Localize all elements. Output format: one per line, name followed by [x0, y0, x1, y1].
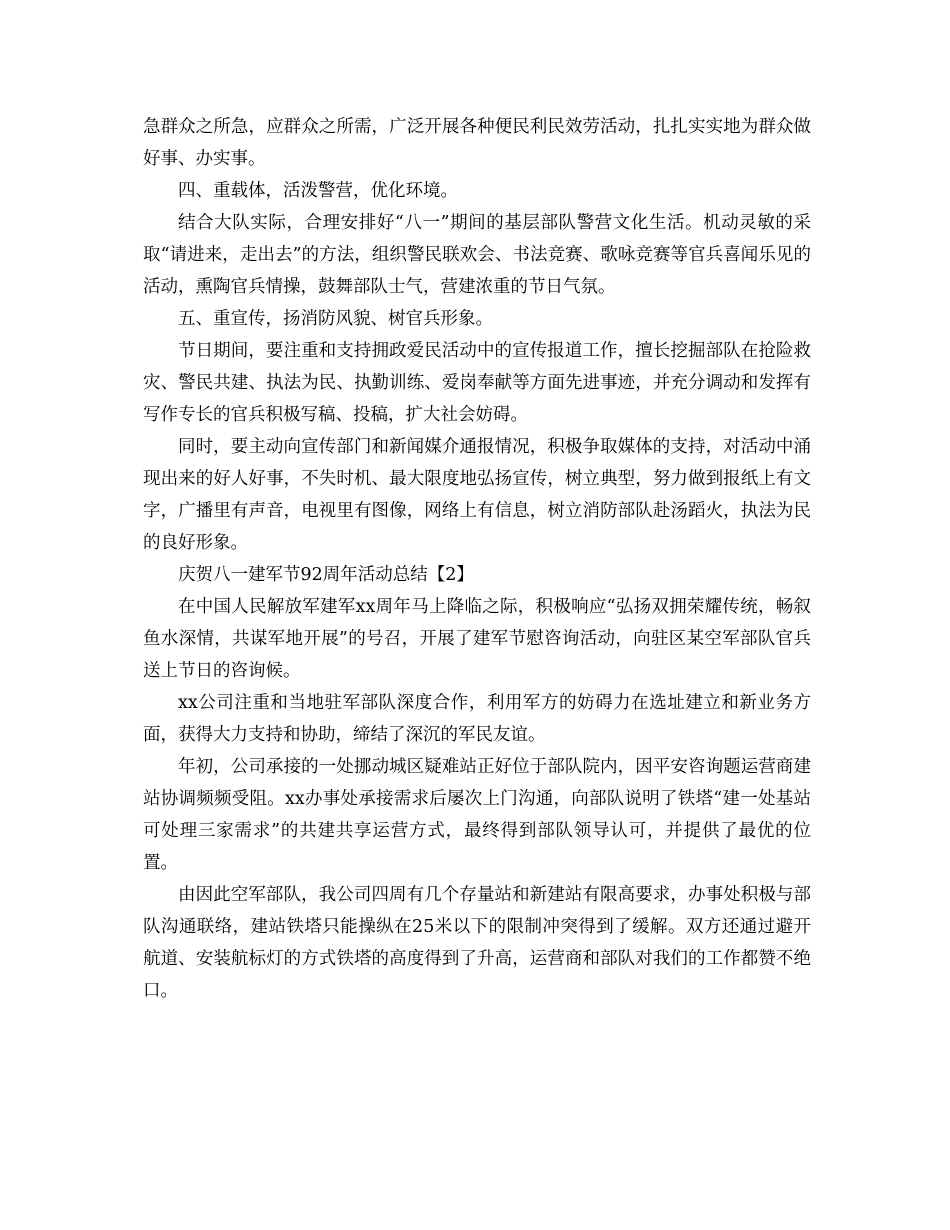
paragraph: 在中国人民解放军建军xx周年马上降临之际，积极响应“弘扬双拥荣耀传统，畅叙鱼水深情，共谋军地开展”的号召，开展了建军节慰咨询活动，向驻区某空军部队官兵送上节日的咨询候。: [143, 597, 811, 681]
section-heading: 五、重宣传，扬消防风貌、树官兵形象。: [178, 309, 493, 329]
section-heading: 四、重载体，活泼警营，优化环境。: [178, 181, 458, 201]
document-body: [143, 111, 811, 1007]
article-title: 庆贺八一建军节92周年活动总结【2】: [178, 565, 474, 585]
paragraph: 由因此空军部队，我公司四周有几个存量站和新建站有限高要求，办事处积极与部队沟通联络，建站铁塔只能操纵在25米以下的限制冲突得到了缓解。双方还通过避开航道、安装航标灯的方式铁塔的高度得到了升高，运营商和部队对我们的工作都赞不绝口。: [143, 885, 811, 1001]
paragraph: 急群众之所急，应群众之所需，广泛开展各种便民利民效劳活动，扎扎实实地为群众做好事、办实事。: [143, 117, 811, 169]
paragraph: 同时，要主动向宣传部门和新闻媒介通报情况，积极争取媒体的支持，对活动中涌现出来的好人好事，不失时机、最大限度地弘扬宣传，树立典型，努力做到报纸上有文字，广播里有声音，电视里有图像，网络上有信息，树立消防部队赴汤蹈火，执法为民的良好形象。: [143, 437, 811, 553]
paragraph: 结合大队实际，合理安排好“八一”期间的基层部队警营文化生活。机动灵敏的采取“请进来，走出去”的方法，组织警民联欢会、书法竞赛、歌咏竞赛等官兵喜闻乐见的活动，熏陶官兵情操，鼓舞部队士气，营建浓重的节日气氛。: [143, 213, 811, 297]
paragraph: xx公司注重和当地驻军部队深度合作，利用军方的妨碍力在选址建立和新业务方面，获得大力支持和协助，缔结了深沉的军民友谊。: [143, 693, 811, 745]
paragraph: 年初，公司承接的一处挪动城区疑难站正好位于部队院内，因平安咨询题运营商建站协调频频受阻。xx办事处承接需求后屡次上门沟通，向部队说明了铁塔“建一处基站可处理三家需求”的共建共享运营方式，最终得到部队领导认可，并提供了最优的位置。: [143, 757, 811, 873]
paragraph: 节日期间，要注重和支持拥政爱民活动中的宣传报道工作，擅长挖掘部队在抢险救灾、警民共建、执法为民、执勤训练、爱岗奉献等方面先进事迹，并充分调动和发挥有写作专长的官兵积极写稿、投稿，扩大社会妨碍。: [143, 341, 811, 425]
